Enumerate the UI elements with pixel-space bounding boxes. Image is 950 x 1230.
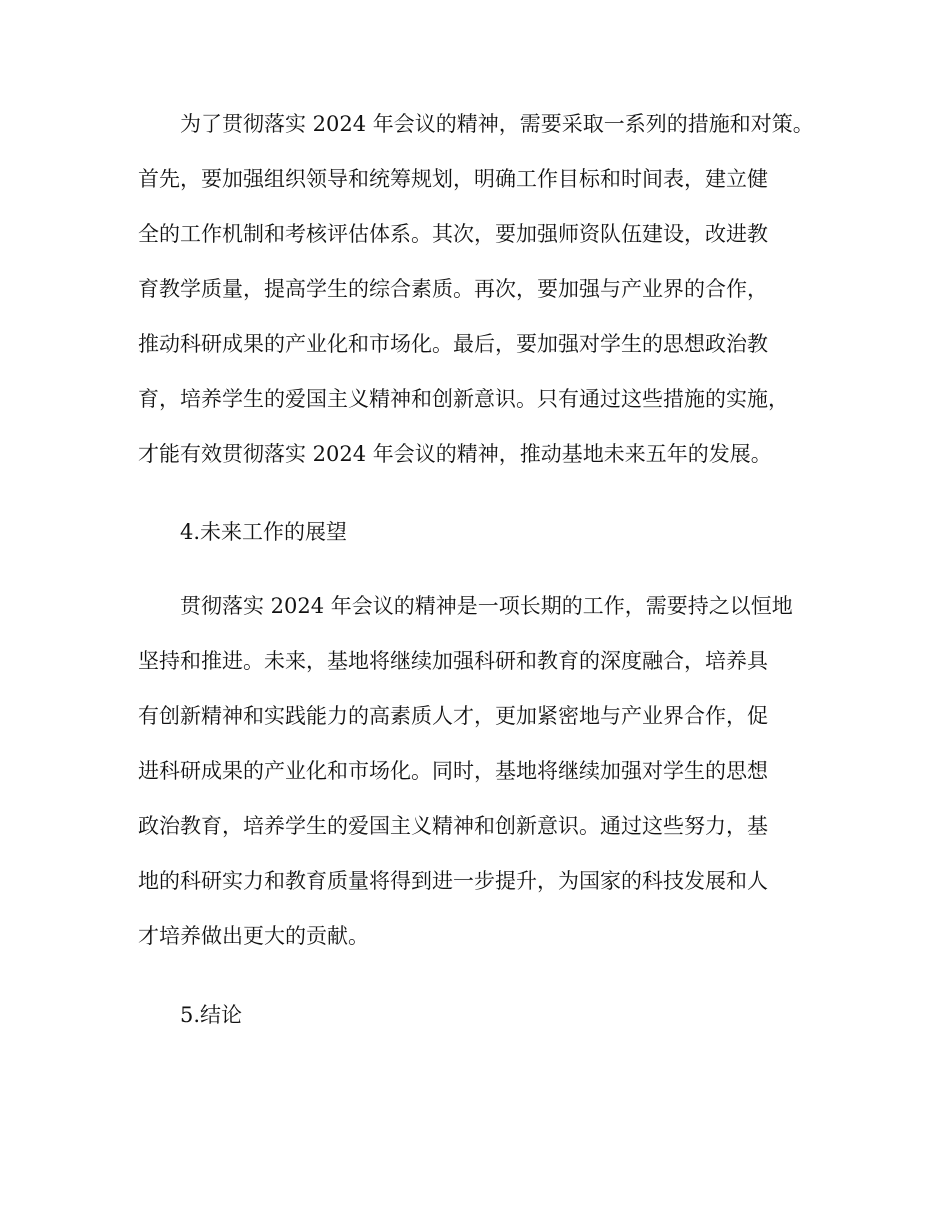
- paragraph-line: 才培养做出更大的贡献。: [138, 924, 369, 948]
- paragraph-line: 坚持和推进。未来，基地将继续加强科研和教育的深度融合，培养具: [138, 649, 768, 673]
- paragraph-line: 育，培养学生的爱国主义精神和创新意识。只有通过这些措施的实施，: [138, 387, 789, 411]
- paragraph-line: 地的科研实力和教育质量将得到进一步提升，为国家的科技发展和人: [138, 869, 768, 893]
- paragraph-line: 进科研成果的产业化和市场化。同时，基地将继续加强对学生的思想: [138, 759, 768, 783]
- paragraph-line: 才能有效贯彻落实 2024 年会议的精神，推动基地未来五年的发展。: [138, 442, 772, 466]
- paragraph-line: 为了贯彻落实 2024 年会议的精神，需要采取一系列的措施和对策。: [180, 112, 814, 136]
- paragraph-line: 全的工作机制和考核评估体系。其次，要加强师资队伍建设，改进教: [138, 222, 768, 246]
- paragraph-line: 有创新精神和实践能力的高素质人才，更加紧密地与产业界合作，促: [138, 704, 768, 728]
- paragraph-line: 推动科研成果的产业化和市场化。最后，要加强对学生的思想政治教: [138, 332, 768, 356]
- paragraph-line: 贯彻落实 2024 年会议的精神是一项长期的工作，需要持之以恒地: [180, 594, 793, 618]
- section-heading-5: 5.结论: [180, 1003, 243, 1027]
- paragraph-line: 育教学质量，提高学生的综合素质。再次，要加强与产业界的合作，: [138, 277, 768, 301]
- paragraph-line: 首先，要加强组织领导和统筹规划，明确工作目标和时间表，建立健: [138, 167, 768, 191]
- section-heading-4: 4.未来工作的展望: [180, 520, 348, 544]
- paragraph-line: 政治教育，培养学生的爱国主义精神和创新意识。通过这些努力，基: [138, 814, 768, 838]
